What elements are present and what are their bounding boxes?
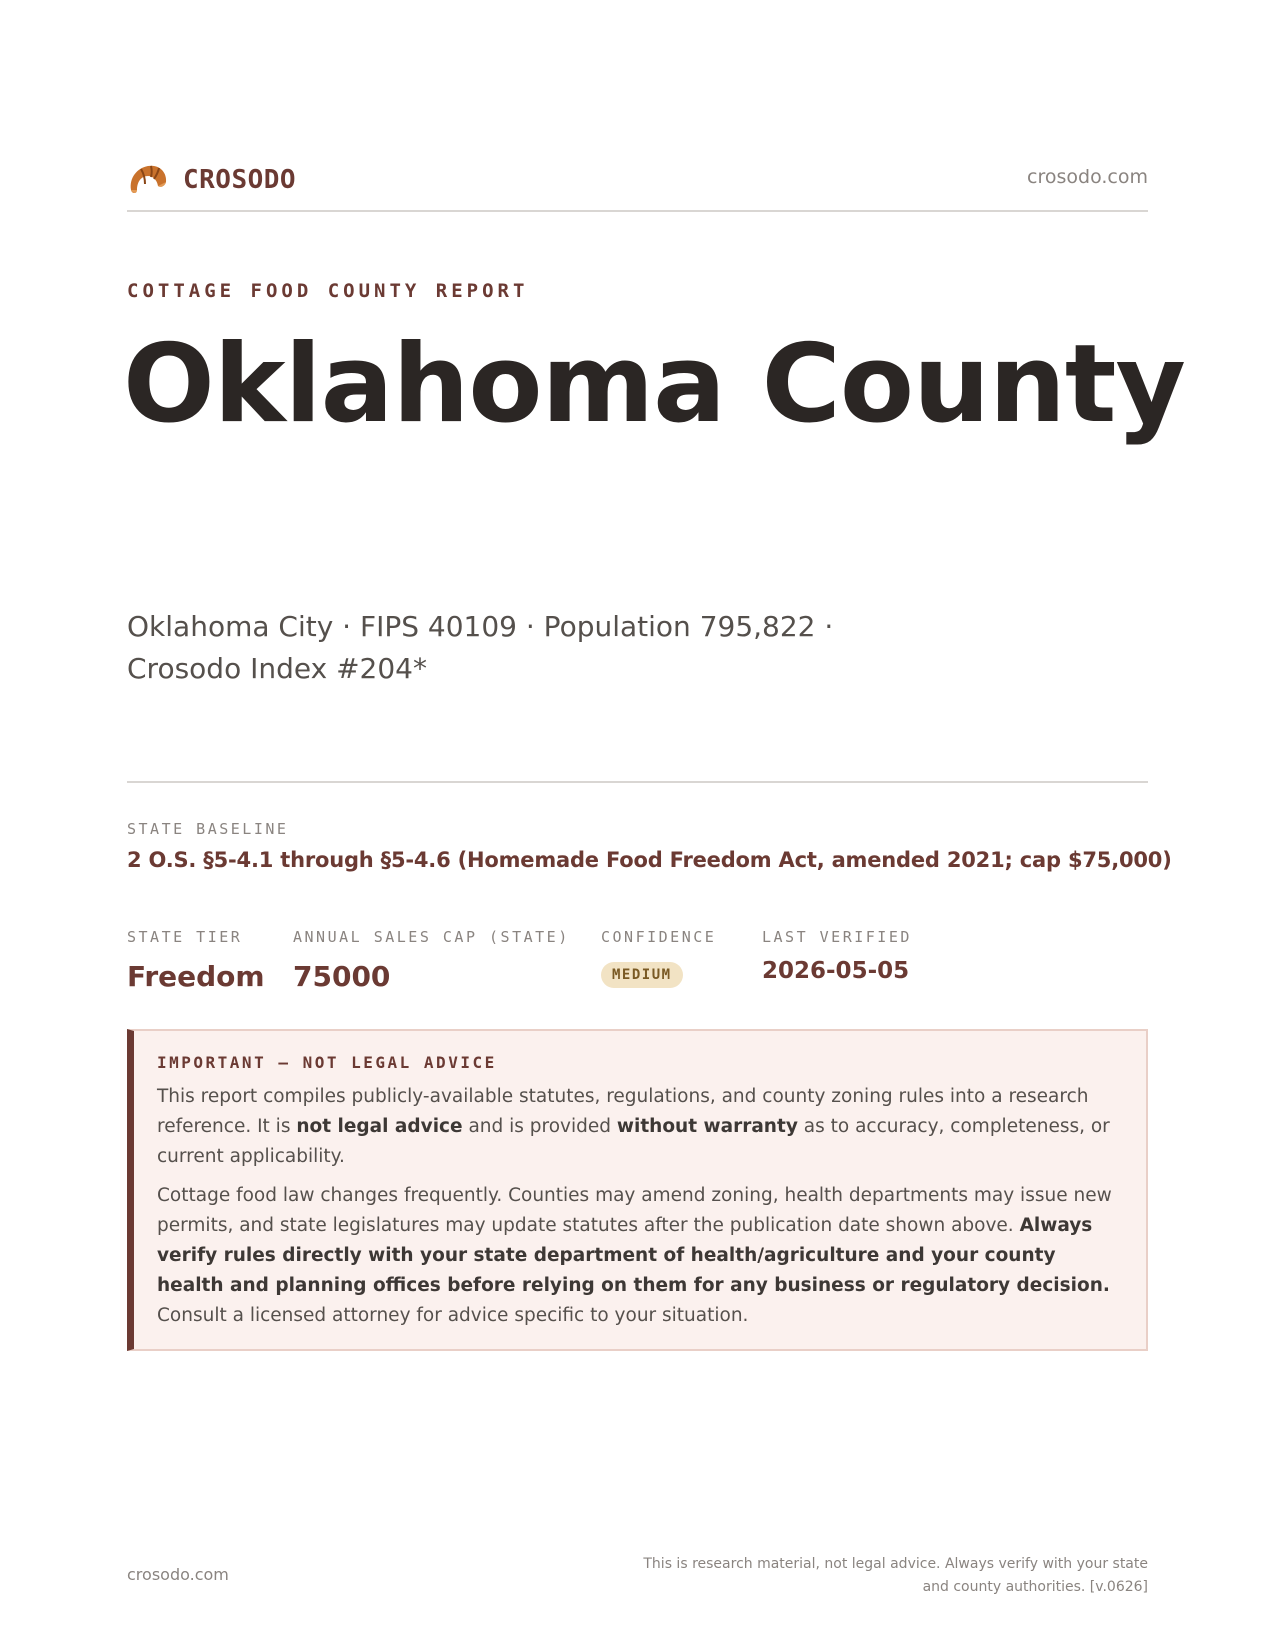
state-tier-label: STATE TIER — [127, 928, 243, 946]
confidence-label: CONFIDENCE — [601, 928, 717, 946]
stat-sales-cap — [293, 928, 570, 993]
state-baseline-label: STATE BASELINE — [127, 820, 289, 838]
report-subtitle: Oklahoma City · FIPS 40109 · Population 795,822 · Crosodo Index #204* — [127, 610, 834, 685]
last-verified-value: 2026-05-05 — [762, 958, 910, 984]
sales-cap-value: 75000 — [293, 960, 391, 993]
stat-confidence — [601, 928, 716, 988]
notice-paragraph-2: Cottage food law changes frequently. Counties may amend zoning, health departments may issue new permits, and state legislatures may update statutes after the publication date shown above. Always verify rules directly with your state department of health/agriculture and your county health and planning offices before relying on them for any business or regulatory decision. Consult a licensed attorney for advice specific to your situation. — [157, 1185, 1112, 1326]
footer-disclaimer — [608, 1553, 1148, 1599]
sales-cap-label: ANNUAL SALES CAP (STATE) — [293, 928, 570, 946]
legal-notice — [127, 1029, 1148, 1351]
confidence-badge: MEDIUM — [601, 962, 683, 988]
notice-paragraph-1: This report compiles publicly-available statutes, regulations, and county zoning rules into a research reference. It is not legal advice and is provided without warranty as to accuracy, completeness, or current applicability. — [157, 1086, 1110, 1167]
page-title: Oklahoma County — [123, 322, 1185, 447]
state-tier-value: Freedom — [127, 960, 265, 993]
section-divider — [127, 781, 1148, 783]
report-page — [123, 0, 1185, 1650]
brand-name: CROSODO — [183, 165, 297, 195]
stat-last-verified — [762, 928, 912, 984]
footer-site-url[interactable]: crosodo.com — [127, 1565, 229, 1584]
notice-heading: IMPORTANT — NOT LEGAL ADVICE — [157, 1053, 497, 1072]
page-header — [127, 158, 1148, 212]
last-verified-label: LAST VERIFIED — [762, 928, 912, 946]
report-eyebrow: COTTAGE FOOD COUNTY REPORT — [127, 280, 529, 302]
footer-disclaimer-line-1: This is research material, not legal advice. Always verify with your state — [643, 1556, 1148, 1572]
footer-disclaimer-line-2: and county authorities. [v.0626] — [922, 1579, 1148, 1595]
state-baseline-value: 2 O.S. §5-4.1 through §5-4.6 (Homemade Food Freedom Act, amended 2021; cap $75,000) — [127, 848, 1172, 872]
croissant-icon — [127, 160, 169, 200]
stat-state-tier — [127, 928, 265, 993]
brand — [127, 160, 296, 200]
header-site-url[interactable]: crosodo.com — [1027, 166, 1148, 188]
